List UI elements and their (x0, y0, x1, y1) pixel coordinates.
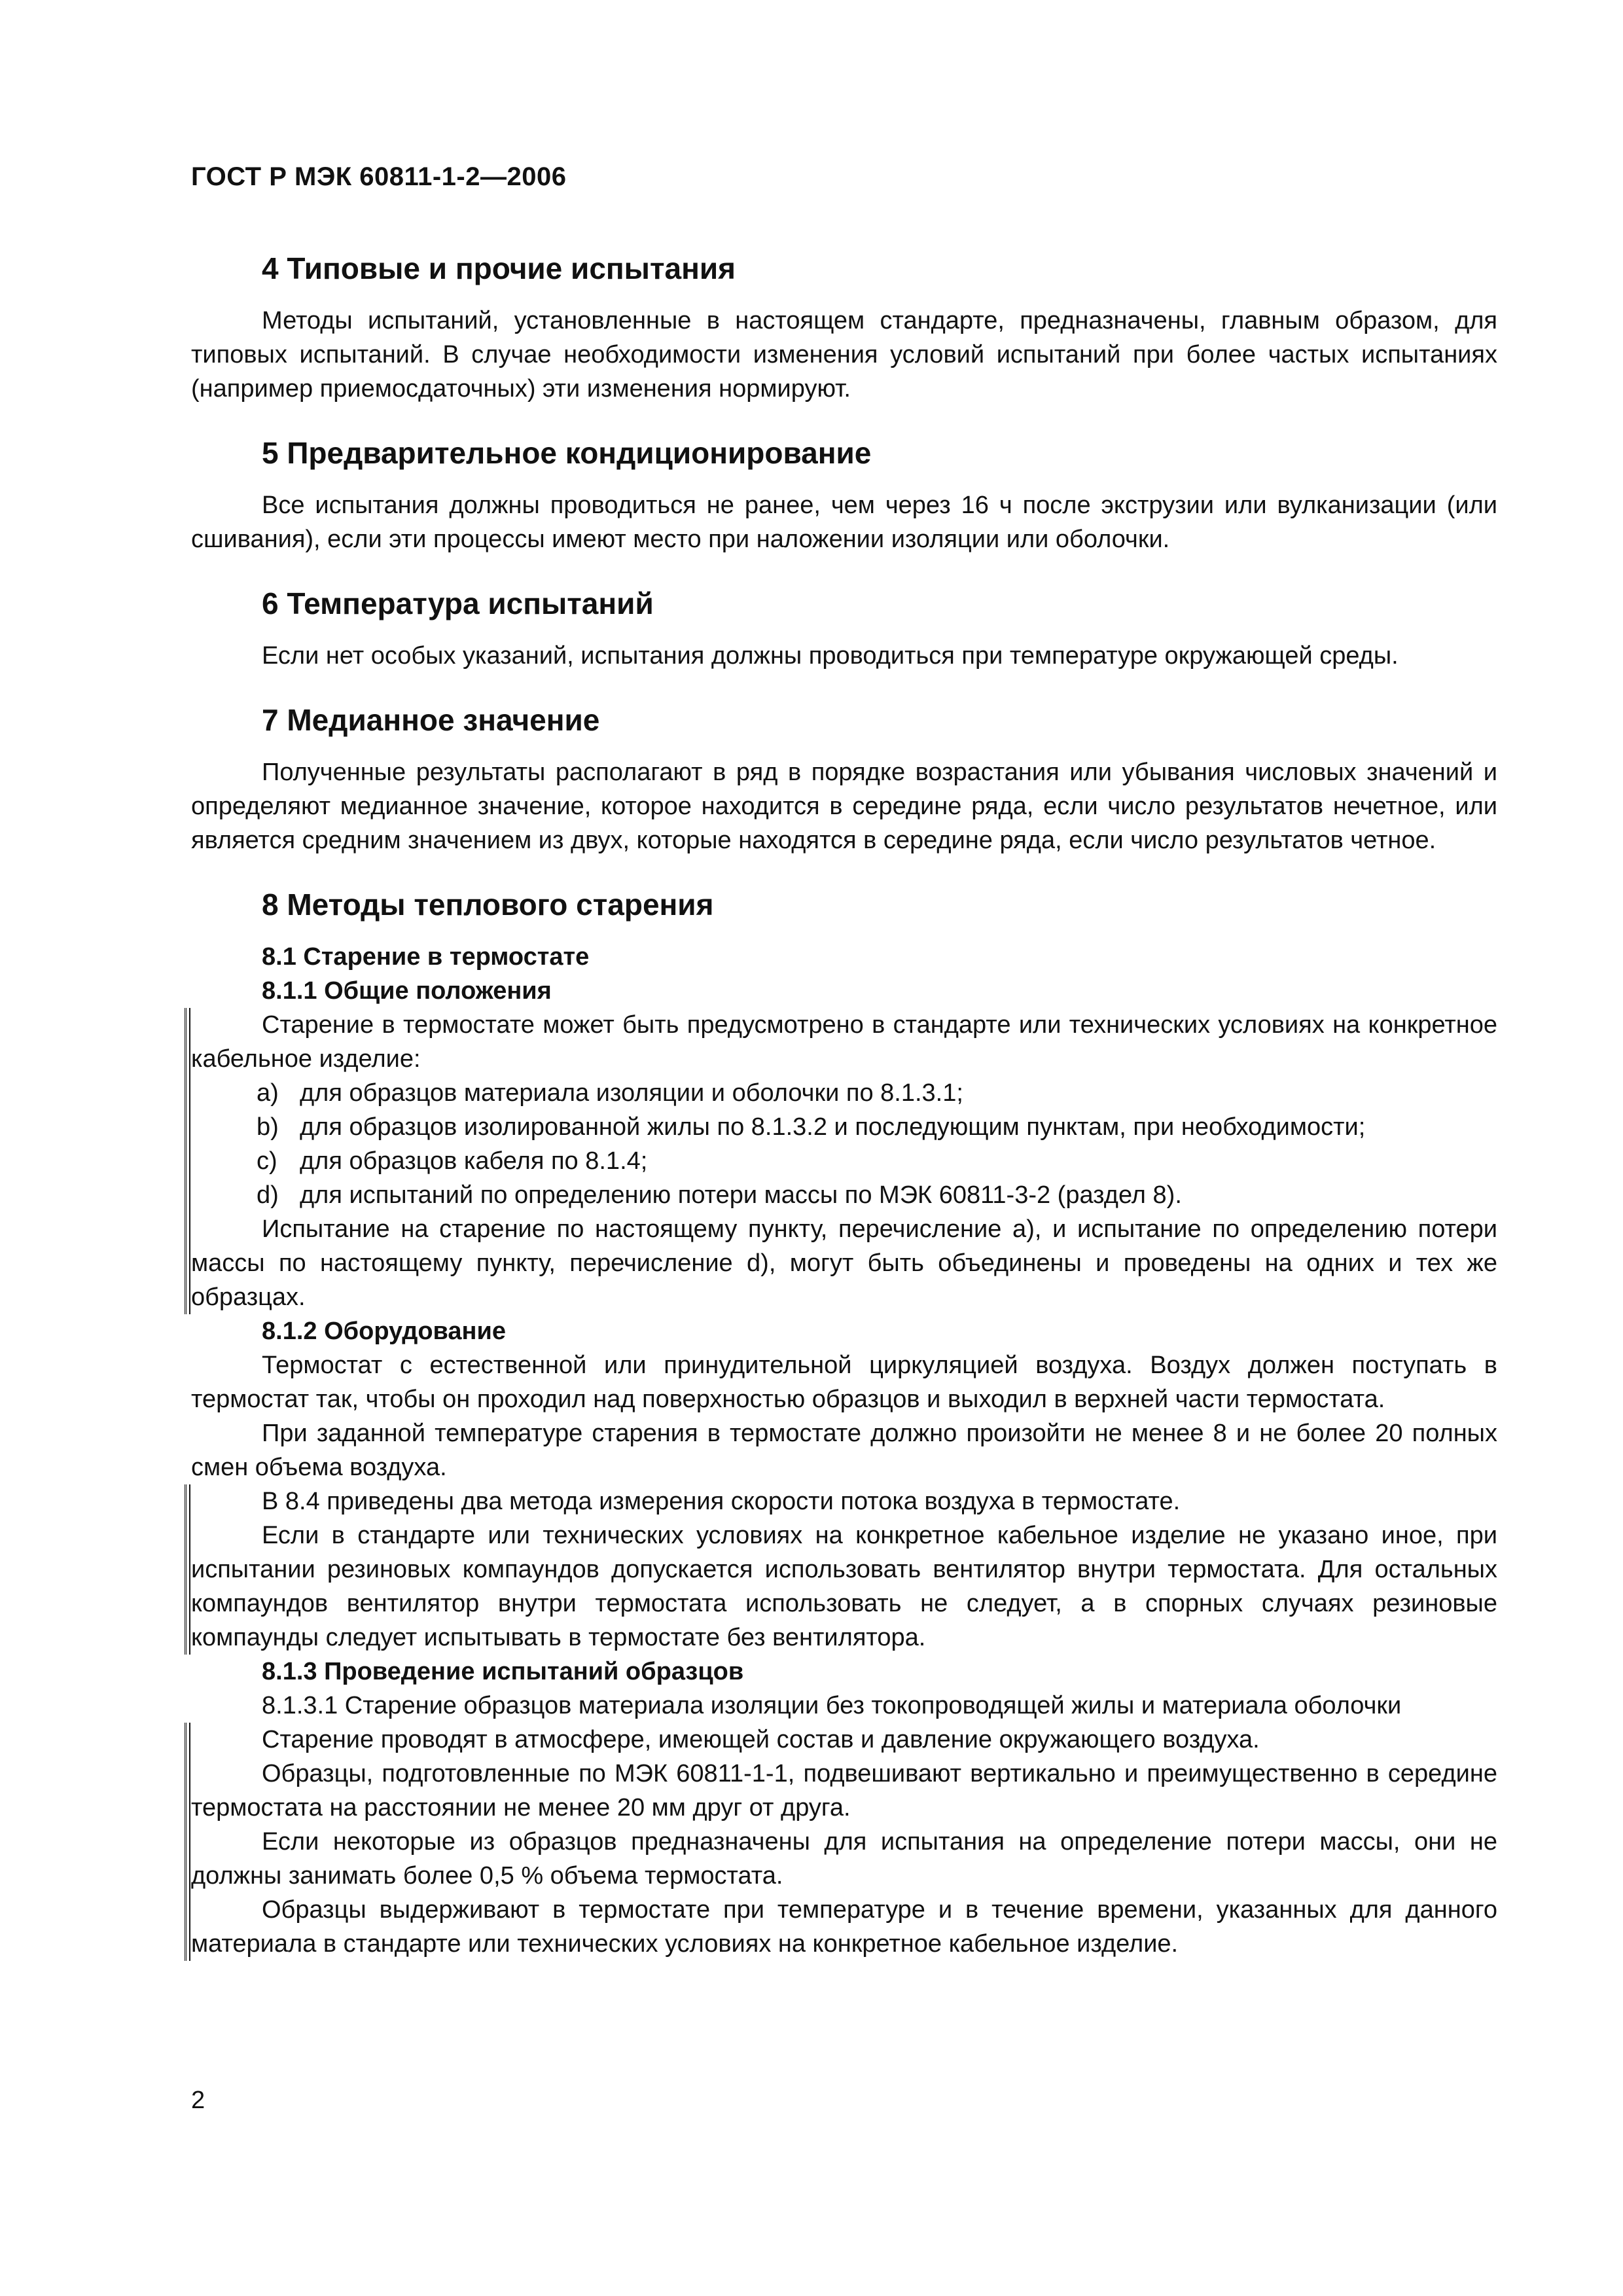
list-item-text: для испытаний по определению потери массы по МЭК 60811-3-2 (раздел 8). (300, 1181, 1182, 1209)
section-4-title: 4 Типовые и прочие испытания (262, 251, 736, 285)
list-marker: d) (257, 1181, 279, 1209)
page-number: 2 (191, 2087, 205, 2114)
document-body (191, 247, 1497, 1961)
document-code-header: ГОСТ Р МЭК 60811-1-2—2006 (191, 162, 567, 191)
list-item (191, 1076, 1497, 1110)
list-item (191, 1110, 1497, 1144)
list-item-text: для образцов кабеля по 8.1.4; (300, 1147, 648, 1175)
subsection-8-1-3-paragraph-4: Если некоторые из образцов предназначены для испытания на определение потери массы, они не должны занимать более 0,5 % объема термостата. (191, 1828, 1497, 1890)
subsection-8-1-3-paragraph-2: Старение проводят в атмосфере, имеющей состав и давление окружающего воздуха. (262, 1726, 1260, 1753)
list-item (191, 1178, 1497, 1212)
change-bar-block-8-1-3 (191, 1723, 1497, 1961)
section-4-paragraph: Методы испытаний, установленные в настоящем стандарте, предназначены, главным образом, для типовых испытаний. В случае необходимости изменения условий испытаний при более частых испытаниях (например приемосдаточных) эти изменения нормируют. (191, 307, 1497, 403)
list-marker: b) (257, 1113, 279, 1141)
section-6-title: 6 Температура испытаний (262, 586, 654, 620)
list-item-text: для образцов материала изоляции и оболочки по 8.1.3.1; (300, 1079, 963, 1107)
list-item-text: для образцов изолированной жилы по 8.1.3.2 и последующим пунктам, при необходимости; (300, 1113, 1366, 1141)
subsection-8-1-2-paragraph-4: Если в стандарте или технических условиях на конкретное кабельное изделие не указано иное, при испытании резиновых компаундов допускается использовать вентилятор внутри термостата. Для остальных компаундов вентилятор внутри термостата использовать не следует, а в спорных случаях резиновые компаунды следует испытывать в термостате без вентилятора. (191, 1522, 1497, 1651)
list-marker: а) (257, 1079, 279, 1107)
change-bar-block-8-1-2 (191, 1484, 1497, 1655)
subsection-8-1-1-title: 8.1.1 Общие положения (262, 977, 552, 1005)
subsection-8-1-2-paragraph-2: При заданной температуре старения в термостате должно произойти не менее 8 и не более 20 полных смен объема воздуха. (191, 1420, 1497, 1481)
list-item (191, 1144, 1497, 1178)
list-marker: с) (257, 1147, 277, 1175)
subsection-8-1-3-paragraph-3: Образцы, подготовленные по МЭК 60811-1-1, подвешивают вертикально и преимущественно в середине термостата на расстоянии не менее 20 мм друг от друга. (191, 1760, 1497, 1821)
section-7-paragraph: Полученные результаты располагают в ряд в порядке возрастания или убывания числовых значений и определяют медианное значение, которое находится в середине ряда, если число результатов нечетное, или является средним значением из двух, которые находятся в середине ряда, если число результатов четное. (191, 759, 1497, 854)
section-5-paragraph: Все испытания должны проводиться не ранее, чем через 16 ч после экструзии или вулканизации (или сшивания), если эти процессы имеют место при наложении изоляции или оболочки. (191, 492, 1497, 553)
subsection-8-1-title: 8.1 Старение в термостате (262, 943, 590, 971)
section-5-title: 5 Предварительное кондиционирование (262, 436, 872, 470)
subsection-8-1-2-title: 8.1.2 Оборудование (262, 1318, 506, 1345)
subsection-8-1-1-paragraph-1: Старение в термостате может быть предусмотрено в стандарте или технических условиях на конкретное кабельное изделие: (191, 1011, 1497, 1073)
section-8-title: 8 Методы теплового старения (262, 888, 714, 922)
section-7-title: 7 Медианное значение (262, 703, 600, 737)
change-bar-block-8-1-1 (191, 1008, 1497, 1314)
subsection-8-1-3-paragraph-5: Образцы выдерживают в термостате при температуре и в течение времени, указанных для данного материала в стандарте или технических условиях на конкретное кабельное изделие. (191, 1896, 1497, 1958)
subsection-8-1-1-paragraph-2: Испытание на старение по настоящему пункту, перечисление а), и испытание по определению потери массы по настоящему пункту, перечисление d), могут быть объединены и проведены на одних и тех же образцах. (191, 1215, 1497, 1311)
clause-8-1-3-1-title: 8.1.3.1 Старение образцов материала изоляции без токопроводящей жилы и материала оболочки (262, 1692, 1402, 1719)
subsection-8-1-2-paragraph-1: Термостат с естественной или принудительной циркуляцией воздуха. Воздух должен поступать в термостат так, чтобы он проходил над поверхностью образцов и выходил в верхней части термостата. (191, 1352, 1497, 1413)
section-6-paragraph: Если нет особых указаний, испытания должны проводиться при температуре окружающей среды. (262, 642, 1399, 670)
subsection-8-1-3-title: 8.1.3 Проведение испытаний образцов (262, 1658, 744, 1685)
subsection-8-1-2-paragraph-3: В 8.4 приведены два метода измерения скорости потока воздуха в термостате. (262, 1488, 1181, 1515)
